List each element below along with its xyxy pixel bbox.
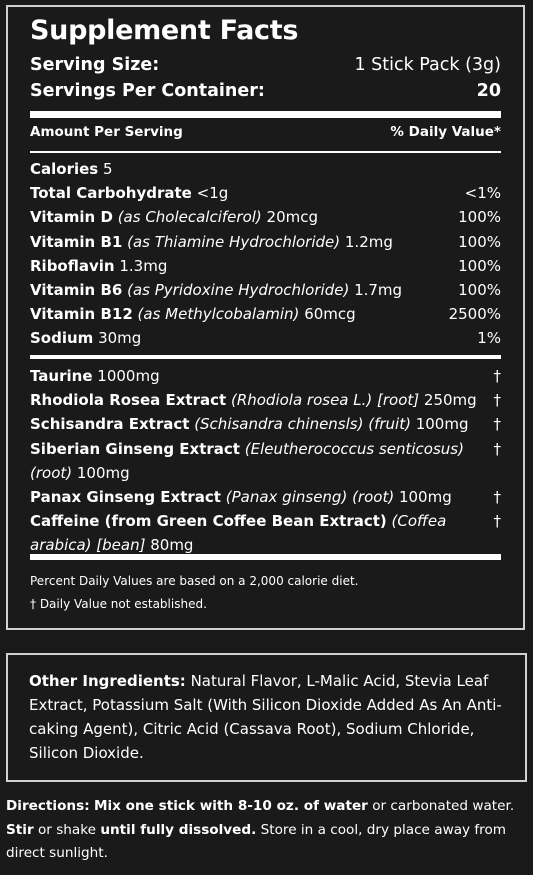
nutrient-name: Total Carbohydrate <box>30 184 192 203</box>
other-ingredients-panel <box>6 653 527 782</box>
ingredient-amount: 100mg <box>415 415 469 434</box>
nutrient-row <box>30 157 501 181</box>
amount-header: Amount Per Serving <box>30 124 183 140</box>
nutrient-label <box>30 205 318 229</box>
ingredient-label <box>30 437 489 485</box>
directions <box>6 795 529 866</box>
directions-bold-2: Stir <box>6 821 34 838</box>
dagger-mark: † <box>493 367 501 385</box>
footnote-dagger: † Daily Value not established. <box>30 597 207 611</box>
ingredient-label <box>30 388 489 412</box>
bottom-divider <box>30 554 501 560</box>
ingredient-name: Siberian Ginseng Extract <box>30 439 240 458</box>
directions-bold-1: Mix one stick with 8-10 oz. of water <box>93 798 368 814</box>
nutrient-dv: 100% <box>458 208 501 227</box>
nutrient-dv: 100% <box>458 256 501 275</box>
footnotes <box>30 570 358 616</box>
ingredient-source: (Schisandra chinensls) (fruit) <box>194 415 411 434</box>
nutrient-row <box>30 302 501 326</box>
other-ingredients-text <box>29 669 511 765</box>
other-ingredients-label: Other Ingredients: <box>29 672 186 690</box>
ingredient-row <box>30 509 501 557</box>
nutrient-amount: 1.3mg <box>119 256 168 275</box>
ingredient-row <box>30 364 501 388</box>
servings-per-container-row <box>30 81 501 101</box>
ingredient-row <box>30 412 501 436</box>
footnote-dv-basis: Percent Daily Values are based on a 2,000 calorie diet. <box>30 574 359 588</box>
nutrient-amount: 20mcg <box>266 208 319 227</box>
nutrient-amount: 30mg <box>98 329 142 348</box>
ingredient-name: Schisandra Extract <box>30 415 190 434</box>
supplement-facts-panel <box>6 5 525 630</box>
nutrient-label <box>30 278 402 302</box>
dagger-mark: † <box>493 512 501 531</box>
nutrient-label <box>30 181 228 205</box>
nutrient-name: Vitamin B6 <box>30 280 123 299</box>
nutrient-row <box>30 326 501 350</box>
nutrient-source: (as Cholecalciferol) <box>117 208 262 227</box>
ingredient-source: (Panax ginseng) (root) <box>225 488 395 507</box>
directions-bold-3: until fully dissolved. <box>100 821 257 838</box>
nutrient-dv: 1% <box>477 329 501 348</box>
nutrient-label <box>30 230 393 254</box>
medium-divider <box>30 355 501 359</box>
nutrient-amount: <1g <box>196 184 229 203</box>
nutrient-name: Calories <box>30 160 99 178</box>
servings-value: 20 <box>476 81 501 101</box>
nutrient-source: (as Thiamine Hydrochloride) <box>127 232 341 251</box>
nutrient-row <box>30 181 501 205</box>
panel-title: Supplement Facts <box>30 15 299 46</box>
nutrient-row <box>30 230 501 254</box>
ingredient-source: (Rhodiola rosea L.) [root] <box>230 391 420 410</box>
ingredient-name: Taurine <box>30 367 93 385</box>
nutrient-source: (as Pyridoxine Hydrochloride) <box>127 280 350 299</box>
ingredient-row <box>30 485 501 509</box>
dv-header: % Daily Value* <box>390 124 501 140</box>
ingredient-source: (Eleutherococcus senticosus) (root) <box>30 439 464 482</box>
servings-label: Servings Per Container: <box>30 81 265 101</box>
nutrient-amount: 5 <box>103 160 113 178</box>
ingredient-amount: 100mg <box>76 463 130 482</box>
thick-divider <box>30 111 501 118</box>
nutrient-row <box>30 254 501 278</box>
dagger-mark: † <box>493 391 501 410</box>
ingredient-label <box>30 364 489 388</box>
ingredient-source: (Coffea arabica) [bean] <box>30 512 447 555</box>
amount-header-row <box>30 124 501 140</box>
ingredient-row <box>30 437 501 485</box>
ingredient-label <box>30 412 489 436</box>
ingredient-name: Rhodiola Rosea Extract <box>30 391 227 410</box>
directions-text-1: or carbonated water. <box>372 798 515 814</box>
nutrient-source: (as Methylcobalamin) <box>137 305 300 324</box>
nutrient-amount: 60mcg <box>304 305 356 324</box>
dagger-mark: † <box>493 488 501 507</box>
ingredient-row <box>30 388 501 412</box>
nutrient-label <box>30 326 141 350</box>
nutrient-row <box>30 205 501 229</box>
serving-size-label: Serving Size: <box>30 55 160 75</box>
serving-size-value: 1 Stick Pack (3g) <box>354 55 501 75</box>
nutrient-row <box>30 278 501 302</box>
ingredient-label <box>30 485 489 509</box>
nutrient-name: Riboflavin <box>30 256 115 275</box>
thin-divider <box>30 151 501 153</box>
ingredient-amount: 80mg <box>150 536 194 555</box>
directions-text-2: or shake <box>37 821 96 838</box>
nutrient-dv: 100% <box>458 232 501 251</box>
ingredient-name: Panax Ginseng Extract <box>30 488 221 507</box>
nutrient-label <box>30 302 356 326</box>
nutrient-name: Vitamin D <box>30 208 113 227</box>
nutrient-label <box>30 157 113 181</box>
nutrient-amount: 1.7mg <box>354 280 403 299</box>
nutrient-name: Vitamin B1 <box>30 232 123 251</box>
ingredient-name: Caffeine (from Green Coffee Bean Extract) <box>30 512 387 531</box>
ingredient-label <box>30 509 489 557</box>
directions-label: Directions: <box>6 798 90 814</box>
ingredient-amount: 250mg <box>423 391 477 410</box>
dagger-mark: † <box>493 415 501 434</box>
dagger-mark: † <box>493 439 501 458</box>
ingredient-amount: 1000mg <box>97 367 160 385</box>
nutrient-dv: <1% <box>464 184 501 203</box>
serving-size-row <box>30 55 501 75</box>
nutrient-name: Sodium <box>30 329 94 348</box>
directions-text-3: Store in a cool, dry place away from direct sunlight. <box>6 821 507 861</box>
other-ingredients-list: Natural Flavor, L-Malic Acid, Stevia Leaf Extract, Potassium Salt (With Silicon Dioxide Added As An Anti-caking Agent), Citric Acid (Cassava Root), Sodium Chloride, Silicon Dioxide. <box>29 672 502 762</box>
nutrient-dv: 2500% <box>448 305 501 324</box>
nutrient-amount: 1.2mg <box>344 232 393 251</box>
nutrient-label <box>30 254 167 278</box>
nutrient-dv: 100% <box>458 280 501 299</box>
nutrient-name: Vitamin B12 <box>30 305 133 324</box>
ingredient-amount: 100mg <box>398 488 452 507</box>
blend-list <box>30 364 501 558</box>
nutrient-list <box>30 157 501 351</box>
